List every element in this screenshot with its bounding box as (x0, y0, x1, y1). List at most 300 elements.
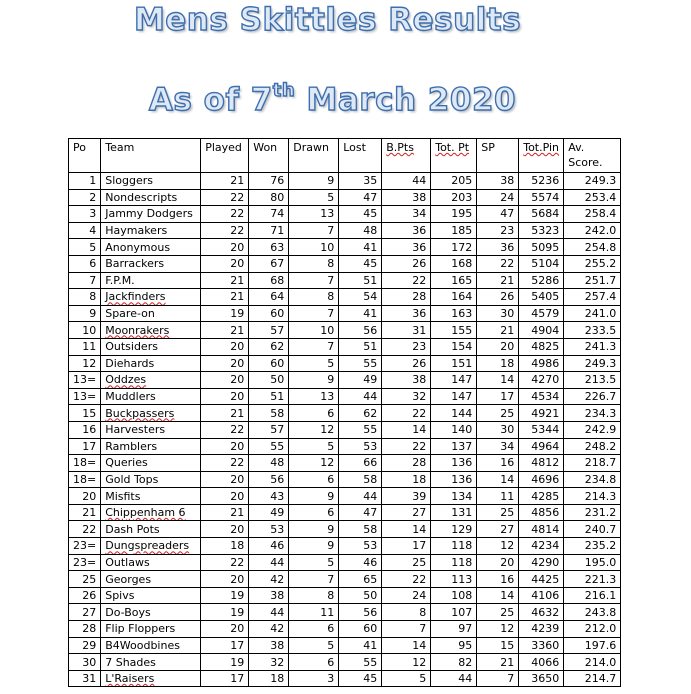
cell-text: 82 (458, 655, 473, 669)
position-cell (69, 521, 101, 538)
cell-text: Ramblers (105, 439, 158, 453)
stat-cell (564, 521, 621, 538)
cell-text: 44 (458, 672, 473, 686)
position-cell (69, 670, 101, 687)
cell-text: 22 (230, 190, 245, 204)
cell-text: 4904 (531, 323, 560, 337)
stat-cell (289, 488, 339, 505)
stat-cell (477, 189, 519, 206)
position-cell (69, 206, 101, 223)
stat-cell (477, 173, 519, 190)
cell-text: 6 (327, 472, 335, 486)
table-row (69, 239, 621, 256)
cell-text: 19 (230, 589, 245, 603)
cell-text: 231.2 (584, 506, 617, 520)
stat-cell (564, 637, 621, 654)
column-header (201, 139, 249, 173)
stat-cell (519, 554, 564, 571)
stat-cell (382, 239, 431, 256)
cell-text: 56 (363, 605, 378, 619)
cell-text: 21 (230, 273, 245, 287)
cell-text: 51 (270, 390, 285, 404)
cell-text: 5095 (531, 240, 560, 254)
cell-text: 31 (412, 323, 427, 337)
position-cell (69, 554, 101, 571)
stat-cell (201, 189, 249, 206)
stat-cell (519, 637, 564, 654)
cell-text: 3 (327, 672, 335, 686)
stat-cell (564, 670, 621, 687)
stat-cell (339, 255, 382, 272)
cell-text: 1 (89, 174, 97, 188)
table-row (69, 305, 621, 322)
cell-text: 203 (451, 190, 473, 204)
cell-text: 5 (327, 356, 335, 370)
cell-text: 136 (451, 456, 473, 470)
table-row (69, 587, 621, 604)
team-cell (101, 538, 201, 555)
cell-text: 12 (82, 356, 97, 370)
cell-text: 32 (412, 390, 427, 404)
cell-text: 36 (412, 307, 427, 321)
stat-cell (249, 554, 289, 571)
stat-cell (564, 355, 621, 372)
stat-cell (289, 305, 339, 322)
stat-cell (564, 239, 621, 256)
stat-cell (201, 255, 249, 272)
stat-cell (519, 587, 564, 604)
cell-text: 21 (500, 655, 515, 669)
cell-text: 248.2 (584, 439, 617, 453)
cell-text: 195 (451, 207, 473, 221)
stat-cell (564, 338, 621, 355)
cell-text: Oddzes (105, 373, 147, 387)
stat-cell (201, 637, 249, 654)
stat-cell (249, 372, 289, 389)
team-cell (101, 189, 201, 206)
cell-text: 17 (230, 672, 245, 686)
table-row (69, 471, 621, 488)
subtitle-superscript: th (272, 80, 296, 101)
stat-cell (339, 637, 382, 654)
stat-cell (431, 239, 477, 256)
cell-text: 8 (89, 290, 97, 304)
stat-cell (519, 388, 564, 405)
cell-text: 6 (327, 622, 335, 636)
cell-text: 22 (230, 224, 245, 238)
position-cell (69, 255, 101, 272)
stat-cell (382, 621, 431, 638)
cell-text: 147 (451, 390, 473, 404)
position-cell (69, 654, 101, 671)
cell-text: 15 (500, 638, 515, 652)
stat-cell (519, 670, 564, 687)
stat-cell (249, 438, 289, 455)
stat-cell (382, 372, 431, 389)
cell-text: 21 (230, 506, 245, 520)
stat-cell (289, 455, 339, 472)
stat-cell (564, 554, 621, 571)
cell-text: 11 (320, 605, 335, 619)
position-cell (69, 189, 101, 206)
stat-cell (382, 637, 431, 654)
cell-text: 23= (73, 555, 97, 569)
position-cell (69, 538, 101, 555)
stat-cell (431, 538, 477, 555)
position-cell (69, 272, 101, 289)
stat-cell (431, 355, 477, 372)
stat-cell (339, 538, 382, 555)
team-cell (101, 338, 201, 355)
cell-text: 41 (363, 240, 378, 254)
stat-cell (289, 504, 339, 521)
stat-cell (339, 654, 382, 671)
stat-cell (249, 322, 289, 339)
cell-text: 7 (89, 273, 97, 287)
cell-text: 257.4 (584, 290, 617, 304)
cell-text: 63 (270, 240, 285, 254)
stat-cell (477, 322, 519, 339)
stat-cell (477, 255, 519, 272)
cell-text: 57 (270, 323, 285, 337)
cell-text: 241.0 (584, 307, 617, 321)
cell-text: 22 (500, 257, 515, 271)
stat-cell (249, 255, 289, 272)
stat-cell (477, 405, 519, 422)
team-cell (101, 272, 201, 289)
cell-text: 2 (89, 190, 97, 204)
cell-text: 26 (412, 356, 427, 370)
stat-cell (289, 421, 339, 438)
cell-text: 38 (270, 638, 285, 652)
cell-text: 5236 (531, 174, 560, 188)
cell-text: 5405 (531, 290, 560, 304)
position-cell (69, 239, 101, 256)
stat-cell (382, 322, 431, 339)
cell-text: 20 (500, 555, 515, 569)
stat-cell (519, 222, 564, 239)
cell-text: 7 (327, 340, 335, 354)
stat-cell (249, 654, 289, 671)
cell-text: 44 (363, 489, 378, 503)
table-row (69, 571, 621, 588)
position-cell (69, 571, 101, 588)
cell-text: Diehards (105, 356, 155, 370)
cell-text: 54 (363, 290, 378, 304)
stat-cell (564, 604, 621, 621)
stat-cell (201, 355, 249, 372)
cell-text: 23= (73, 539, 97, 553)
stat-cell (339, 272, 382, 289)
column-header-label: Drawn (293, 141, 329, 154)
cell-text: 25 (500, 406, 515, 420)
cell-text: 36 (412, 240, 427, 254)
position-cell (69, 488, 101, 505)
cell-text: 7 (327, 273, 335, 287)
cell-text: 20 (230, 622, 245, 636)
team-cell (101, 222, 201, 239)
cell-text: 136 (451, 472, 473, 486)
stat-cell (339, 604, 382, 621)
cell-text: 20 (230, 489, 245, 503)
cell-text: Spivs (105, 589, 135, 603)
cell-text: 19 (230, 605, 245, 619)
cell-text: 7 Shades (105, 655, 156, 669)
stat-cell (289, 571, 339, 588)
stat-cell (519, 455, 564, 472)
stat-cell (249, 189, 289, 206)
cell-text: 3650 (531, 672, 560, 686)
team-cell (101, 372, 201, 389)
column-header-label: Av. Score. (568, 141, 603, 169)
cell-text: 20 (230, 572, 245, 586)
cell-text: 48 (363, 224, 378, 238)
cell-text: 22 (412, 273, 427, 287)
cell-text: 214.7 (584, 672, 617, 686)
cell-text: 27 (412, 506, 427, 520)
cell-text: 45 (363, 672, 378, 686)
cell-text: 5684 (531, 207, 560, 221)
cell-text: 22 (230, 456, 245, 470)
cell-text: 20 (82, 489, 97, 503)
cell-text: 108 (451, 589, 473, 603)
stat-cell (289, 637, 339, 654)
cell-text: 195.0 (584, 555, 617, 569)
position-cell (69, 471, 101, 488)
stat-cell (477, 272, 519, 289)
stat-cell (431, 587, 477, 604)
cell-text: 26 (412, 257, 427, 271)
cell-text: 34 (412, 207, 427, 221)
cell-text: 13 (320, 207, 335, 221)
cell-text: 7 (327, 572, 335, 586)
position-cell (69, 504, 101, 521)
stat-cell (564, 621, 621, 638)
stat-cell (431, 471, 477, 488)
cell-text: 14 (412, 638, 427, 652)
stat-cell (201, 305, 249, 322)
cell-text: 7 (327, 307, 335, 321)
cell-text: 7 (419, 622, 427, 636)
table-row (69, 173, 621, 190)
stat-cell (477, 538, 519, 555)
stat-cell (564, 189, 621, 206)
stat-cell (201, 272, 249, 289)
stat-cell (431, 670, 477, 687)
cell-text: 5323 (531, 224, 560, 238)
subtitle-prefix: As of 7 (148, 82, 273, 118)
stat-cell (564, 654, 621, 671)
stat-cell (519, 405, 564, 422)
cell-text: 4964 (531, 439, 560, 453)
stat-cell (289, 405, 339, 422)
team-cell (101, 173, 201, 190)
cell-text: 144 (451, 406, 473, 420)
cell-text: 18 (270, 672, 285, 686)
stat-cell (519, 571, 564, 588)
stat-cell (201, 504, 249, 521)
position-cell (69, 637, 101, 654)
stat-cell (564, 388, 621, 405)
cell-text: 21 (230, 290, 245, 304)
stat-cell (477, 637, 519, 654)
cell-text: 241.3 (584, 340, 617, 354)
position-cell (69, 405, 101, 422)
cell-text: 21 (500, 273, 515, 287)
cell-text: 49 (363, 373, 378, 387)
cell-text: Sloggers (105, 174, 153, 188)
cell-text: 243.8 (584, 605, 617, 619)
stat-cell (201, 173, 249, 190)
cell-text: 5 (89, 240, 97, 254)
team-cell (101, 471, 201, 488)
stat-cell (289, 654, 339, 671)
cell-text: 8 (327, 589, 335, 603)
stat-cell (201, 372, 249, 389)
cell-text: 18 (500, 356, 515, 370)
cell-text: Flip Floppers (105, 622, 176, 636)
cell-text: 137 (451, 439, 473, 453)
cell-text: 4812 (531, 456, 560, 470)
stat-cell (564, 372, 621, 389)
stat-cell (201, 438, 249, 455)
stat-cell (339, 421, 382, 438)
cell-text: L'Raisers (105, 672, 155, 686)
stat-cell (339, 222, 382, 239)
subtitle-suffix: March 2020 (295, 82, 517, 118)
stat-cell (339, 289, 382, 306)
page-title: Mens Skittles Results (133, 2, 522, 38)
stat-cell (339, 173, 382, 190)
cell-text: 21 (230, 406, 245, 420)
cell-text: 4825 (531, 340, 560, 354)
cell-text: 4 (89, 224, 97, 238)
stat-cell (431, 289, 477, 306)
cell-text: 240.7 (584, 522, 617, 536)
column-header-label: Won (253, 141, 278, 154)
team-cell (101, 670, 201, 687)
cell-text: 55 (363, 655, 378, 669)
cell-text: 28 (412, 456, 427, 470)
cell-text: 23 (500, 224, 515, 238)
cell-text: 4856 (531, 506, 560, 520)
stat-cell (477, 438, 519, 455)
stat-cell (289, 621, 339, 638)
stat-cell (339, 488, 382, 505)
stat-cell (564, 272, 621, 289)
cell-text: 5 (327, 555, 335, 569)
cell-text: 5574 (531, 190, 560, 204)
cell-text: 5 (327, 439, 335, 453)
cell-text: 12 (500, 622, 515, 636)
cell-text: 242.0 (584, 224, 617, 238)
stat-cell (249, 405, 289, 422)
stat-cell (431, 421, 477, 438)
cell-text: 60 (363, 622, 378, 636)
cell-text: 14 (500, 472, 515, 486)
table-row (69, 654, 621, 671)
cell-text: 43 (270, 489, 285, 503)
cell-text: 58 (270, 406, 285, 420)
cell-text: 62 (363, 406, 378, 420)
stat-cell (201, 421, 249, 438)
team-cell (101, 438, 201, 455)
table-row (69, 455, 621, 472)
page-subtitle (0, 80, 678, 118)
stat-cell (564, 206, 621, 223)
stat-cell (519, 521, 564, 538)
team-cell (101, 604, 201, 621)
cell-text: 4066 (531, 655, 560, 669)
cell-text: 16 (500, 572, 515, 586)
stat-cell (431, 504, 477, 521)
stat-cell (249, 521, 289, 538)
team-cell (101, 388, 201, 405)
stat-cell (519, 471, 564, 488)
stat-cell (564, 587, 621, 604)
table-row (69, 189, 621, 206)
cell-text: 48 (270, 456, 285, 470)
cell-text: 35 (363, 174, 378, 188)
cell-text: Do-Boys (105, 605, 151, 619)
stat-cell (289, 538, 339, 555)
cell-text: 20 (500, 340, 515, 354)
cell-text: 49 (270, 506, 285, 520)
cell-text: 34 (500, 439, 515, 453)
stat-cell (477, 554, 519, 571)
cell-text: 8 (327, 257, 335, 271)
column-header-label: Lost (343, 141, 366, 154)
cell-text: 46 (270, 539, 285, 553)
cell-text: 155 (451, 323, 473, 337)
cell-text: 5286 (531, 273, 560, 287)
cell-text: 249.3 (584, 356, 617, 370)
cell-text: 129 (451, 522, 473, 536)
stat-cell (201, 222, 249, 239)
column-header-label: Played (205, 141, 242, 154)
team-cell (101, 637, 201, 654)
stat-cell (339, 338, 382, 355)
stat-cell (431, 637, 477, 654)
position-cell (69, 587, 101, 604)
cell-text: 254.8 (584, 240, 617, 254)
table-row (69, 255, 621, 272)
cell-text: 18= (73, 472, 97, 486)
cell-text: 14 (500, 373, 515, 387)
stat-cell (339, 554, 382, 571)
stat-cell (249, 206, 289, 223)
cell-text: 21 (230, 323, 245, 337)
cell-text: 42 (270, 622, 285, 636)
stat-cell (382, 521, 431, 538)
stat-cell (477, 571, 519, 588)
stat-cell (201, 571, 249, 588)
team-cell (101, 355, 201, 372)
stat-cell (289, 438, 339, 455)
stat-cell (289, 355, 339, 372)
cell-text: 42 (270, 572, 285, 586)
stat-cell (289, 189, 339, 206)
stat-cell (201, 239, 249, 256)
cell-text: 7 (327, 224, 335, 238)
cell-text: 46 (363, 555, 378, 569)
cell-text: 197.6 (584, 638, 617, 652)
stat-cell (431, 189, 477, 206)
column-header (69, 139, 101, 173)
cell-text: Jackfinders (105, 290, 166, 304)
cell-text: 249.3 (584, 174, 617, 188)
stat-cell (249, 637, 289, 654)
